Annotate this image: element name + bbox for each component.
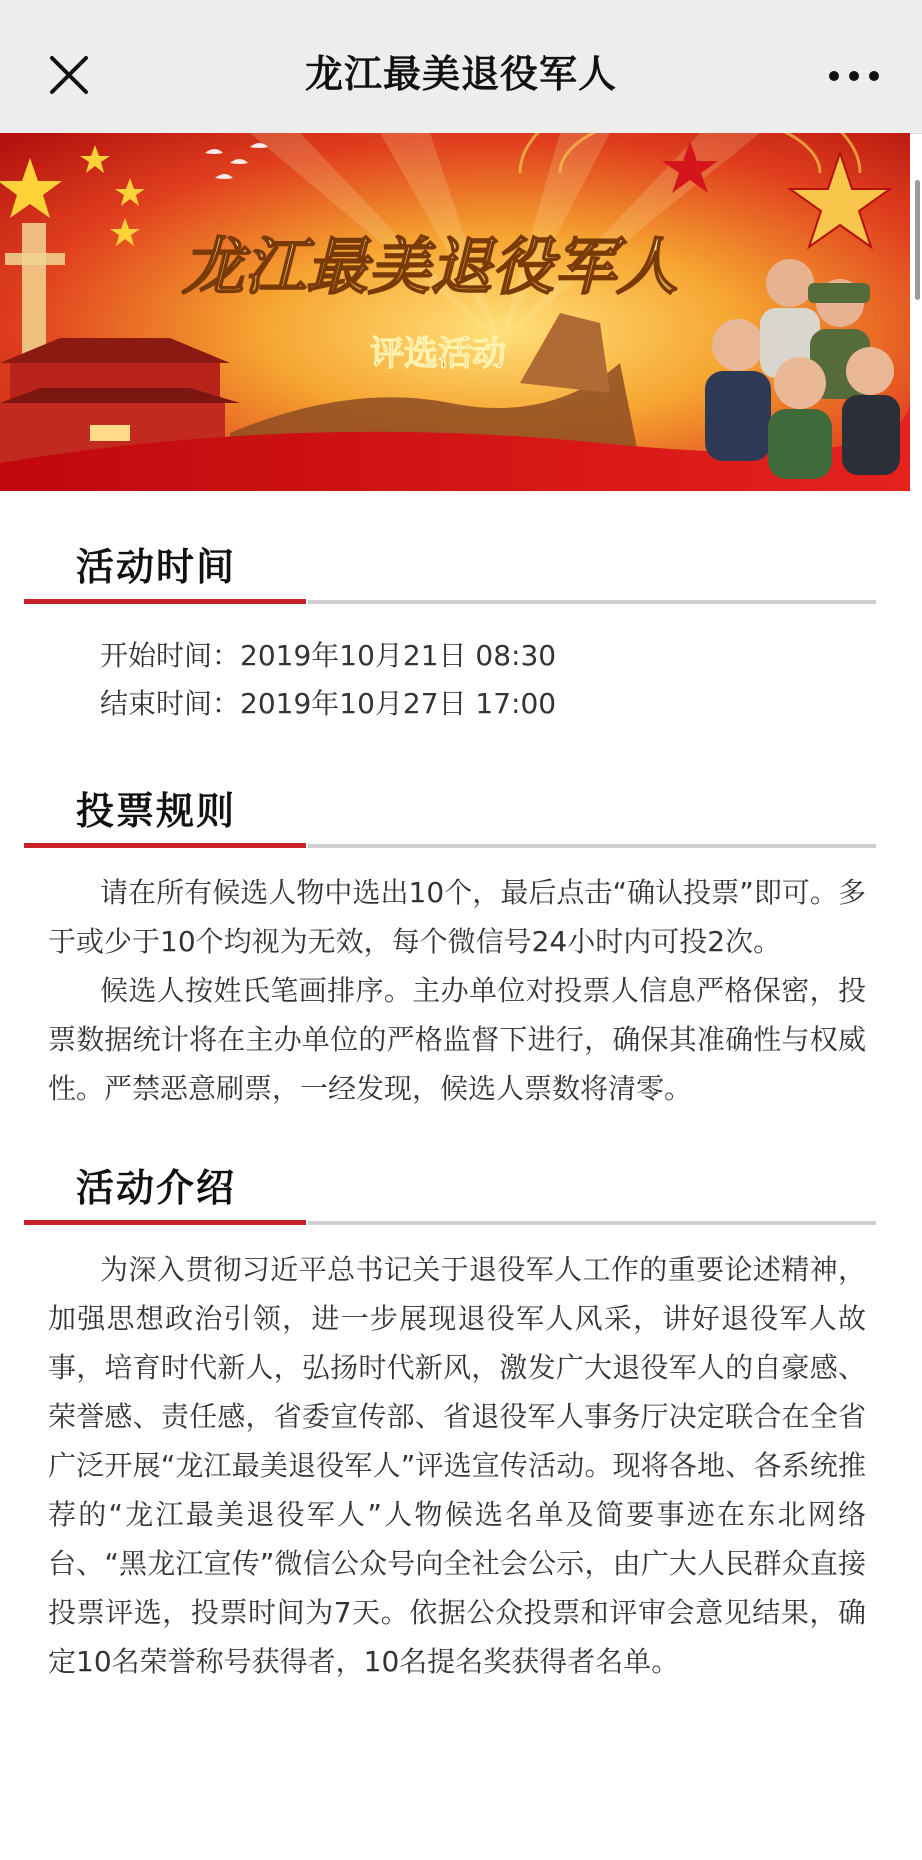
scrollbar[interactable] bbox=[915, 180, 920, 300]
section-header bbox=[24, 520, 876, 604]
section-divider-accent bbox=[24, 843, 306, 848]
banner-headline: 龙江最美退役军人 bbox=[182, 230, 679, 303]
section-voting-rules bbox=[0, 764, 922, 1141]
time-list bbox=[0, 604, 922, 764]
start-time-row bbox=[100, 632, 922, 680]
section-header bbox=[24, 1141, 876, 1225]
page-title: 龙江最美退役军人 bbox=[304, 52, 617, 96]
end-time-label: 结束时间： bbox=[100, 687, 241, 720]
more-icon[interactable] bbox=[824, 56, 884, 96]
rules-paragraph-1: 请在所有候选人物中选出10个，最后点击“确认投票”即可。多于或少于10个均视为无效，每个微信号24小时内可投2次。 bbox=[48, 876, 866, 958]
section-divider bbox=[308, 600, 876, 604]
start-time-value: 2019年10月21日 08:30 bbox=[240, 639, 557, 672]
banner-subtitle: 评选活动 bbox=[370, 334, 506, 374]
article-content bbox=[0, 520, 922, 1714]
nav-bar bbox=[0, 0, 922, 134]
section-divider-accent bbox=[24, 1220, 306, 1225]
rules-paragraph-2: 候选人按姓氏笔画排序。主办单位对投票人信息严格保密，投票数据统计将在主办单位的严格监督下进行，确保其准确性与权威性。严禁恶意刷票，一经发现，候选人票数将清零。 bbox=[48, 974, 866, 1105]
end-time-value: 2019年10月27日 17:00 bbox=[240, 687, 557, 720]
intro-paragraph: 为深入贯彻习近平总书记关于退役军人工作的重要论述精神，加强思想政治引领，进一步展现退役军人风采，讲好退役军人故事，培育时代新人，弘扬时代新风，激发广大退役军人的自豪感、荣誉感、责任感，省委宣传部、省退役军人事务厅决定联合在全省广泛开展“龙江最美退役军人”评选宣传活动。现将各地、各系统推荐的“龙江最美退役军人”人物候选名单及简要事迹在东北网络台、“黑龙江宣传”微信公众号向全社会公示，由广大人民群众直接投票评选，投票时间为7天。依据公众投票和评审会意见结果，确定10名荣誉称号获得者，10名提名奖获得者名单。 bbox=[48, 1253, 866, 1678]
section-divider bbox=[308, 1221, 876, 1225]
section-header bbox=[24, 764, 876, 848]
section-title: 活动时间 bbox=[76, 545, 237, 589]
banner-image bbox=[0, 133, 910, 491]
close-icon[interactable] bbox=[40, 46, 100, 106]
section-activity-intro bbox=[0, 1141, 922, 1714]
section-divider bbox=[308, 844, 876, 848]
section-title: 活动介绍 bbox=[76, 1166, 237, 1210]
start-time-label: 开始时间： bbox=[100, 639, 241, 672]
section-title: 投票规则 bbox=[76, 789, 237, 833]
section-divider-accent bbox=[24, 599, 306, 604]
end-time-row bbox=[100, 680, 922, 728]
section-activity-time bbox=[0, 520, 922, 764]
